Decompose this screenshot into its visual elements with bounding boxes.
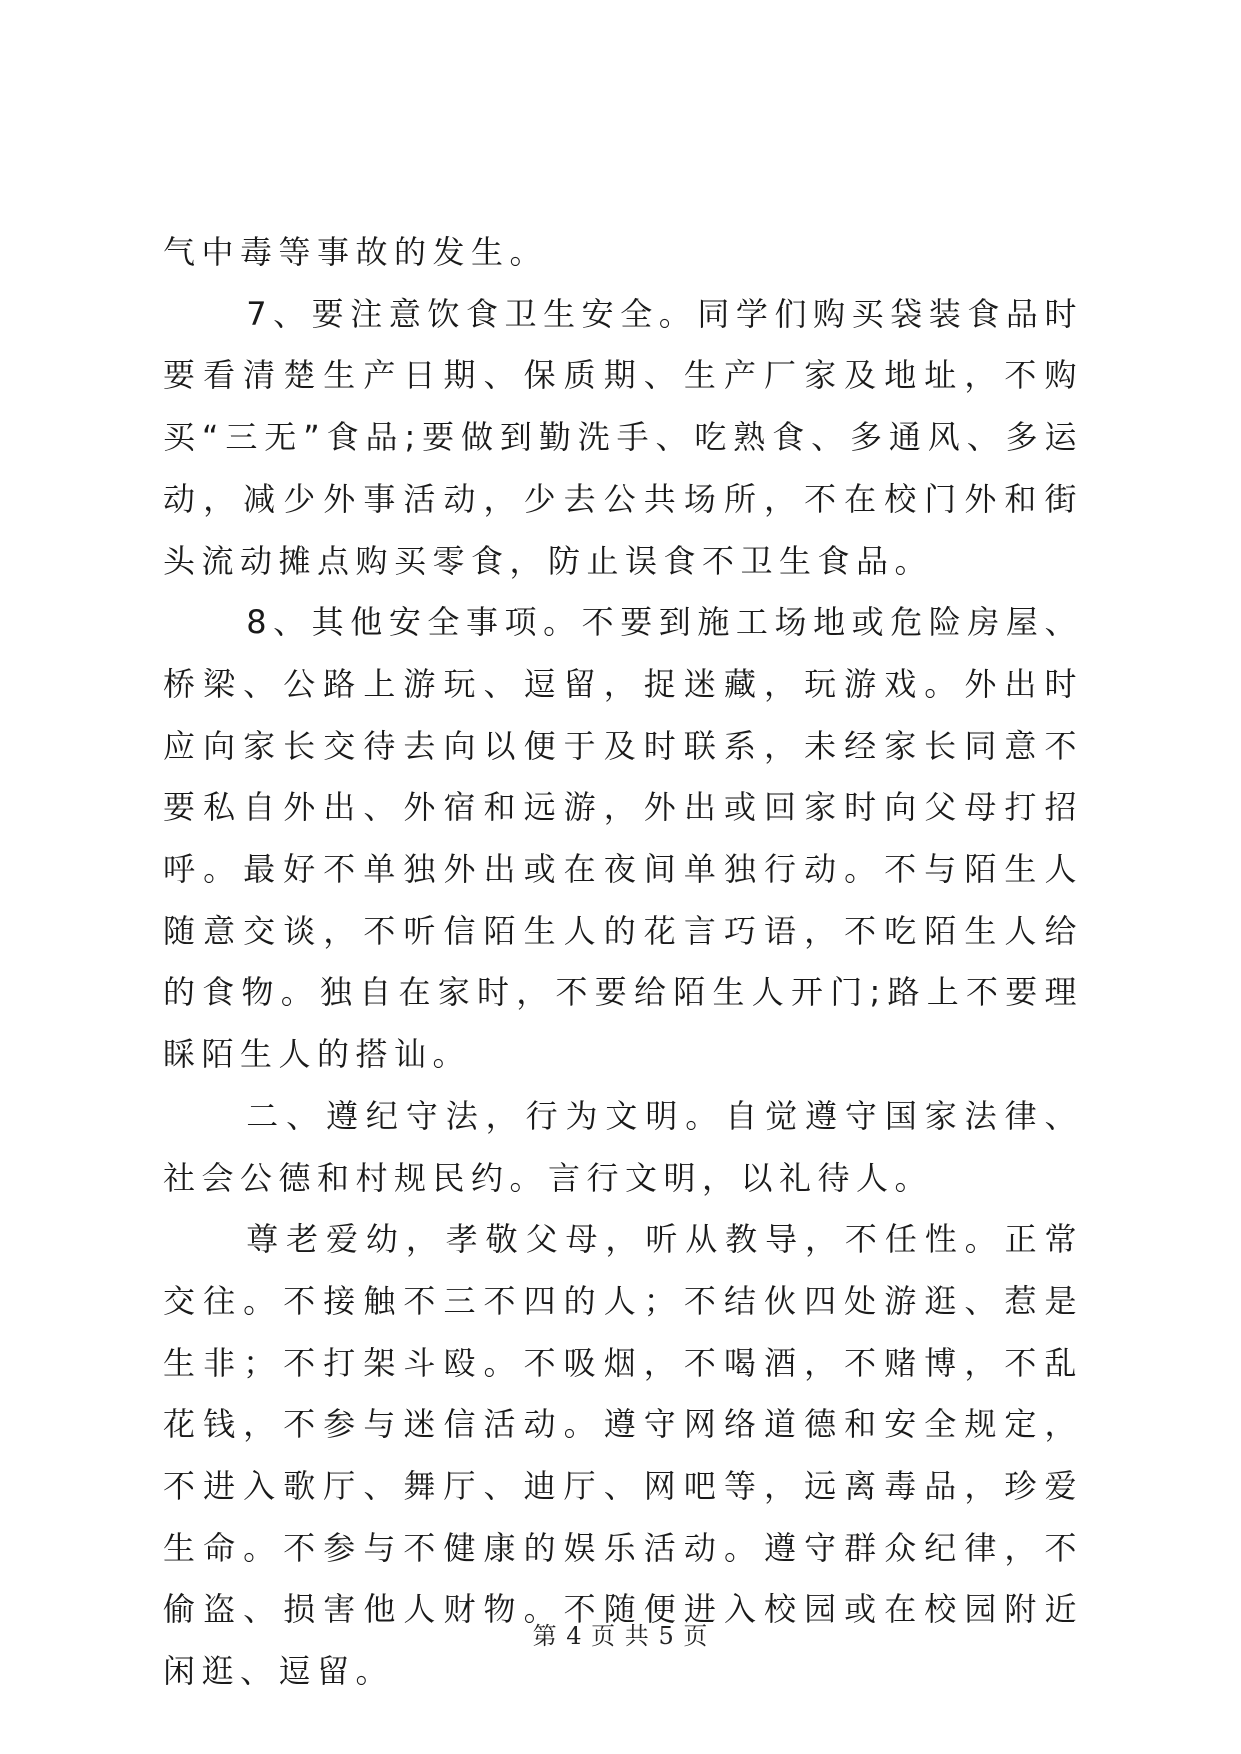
paragraph-item-7: 7、要注意饮食卫生安全。同学们购买袋装食品时要看清楚生产日期、保质期、生产厂家及地址，不购买“三无”食品;要做到勤洗手、吃熟食、多通风、多运动，减少外事活动，少去公共场所，不在校门外和街头流动摊点购买零食，防止误食不卫生食品。 [163,294,1083,580]
paragraph-section-2: 二、遵纪守法，行为文明。自觉遵守国家法律、社会公德和村规民约。言行文明，以礼待人。 [163,1096,1083,1197]
document-body [163,222,1083,1703]
paragraph-conduct: 尊老爱幼，孝敬父母，听从教导，不任性。正常交往。不接触不三不四的人；不结伙四处游逛、惹是生非；不打架斗殴。不吸烟，不喝酒，不赌博，不乱花钱，不参与迷信活动。遵守网络道德和安全规定，不进入歌厅、舞厅、迪厅、网吧等，远离毒品，珍爱生命。不参与不健康的娱乐活动。遵守群众纪律，不偷盗、损害他人财物。不随便进入校园或在校园附近闲逛、逗留。 [163,1220,1083,1691]
paragraph-continuation: 气中毒等事故的发生。 [163,233,549,271]
paragraph-item-8: 8、其他安全事项。不要到施工场地或危险房屋、桥梁、公路上游玩、逗留，捉迷藏，玩游戏。外出时应向家长交待去向以便于及时联系，未经家长同意不要私自外出、外宿和远游，外出或回家时向父母打招呼。最好不单独外出或在夜间单独行动。不与陌生人随意交谈，不听信陌生人的花言巧语，不吃陌生人给的食物。独自在家时，不要给陌生人开门;路上不要理睬陌生人的搭讪。 [163,603,1083,1074]
page-number-footer: 第 4 页 共 5 页 [532,1622,709,1650]
